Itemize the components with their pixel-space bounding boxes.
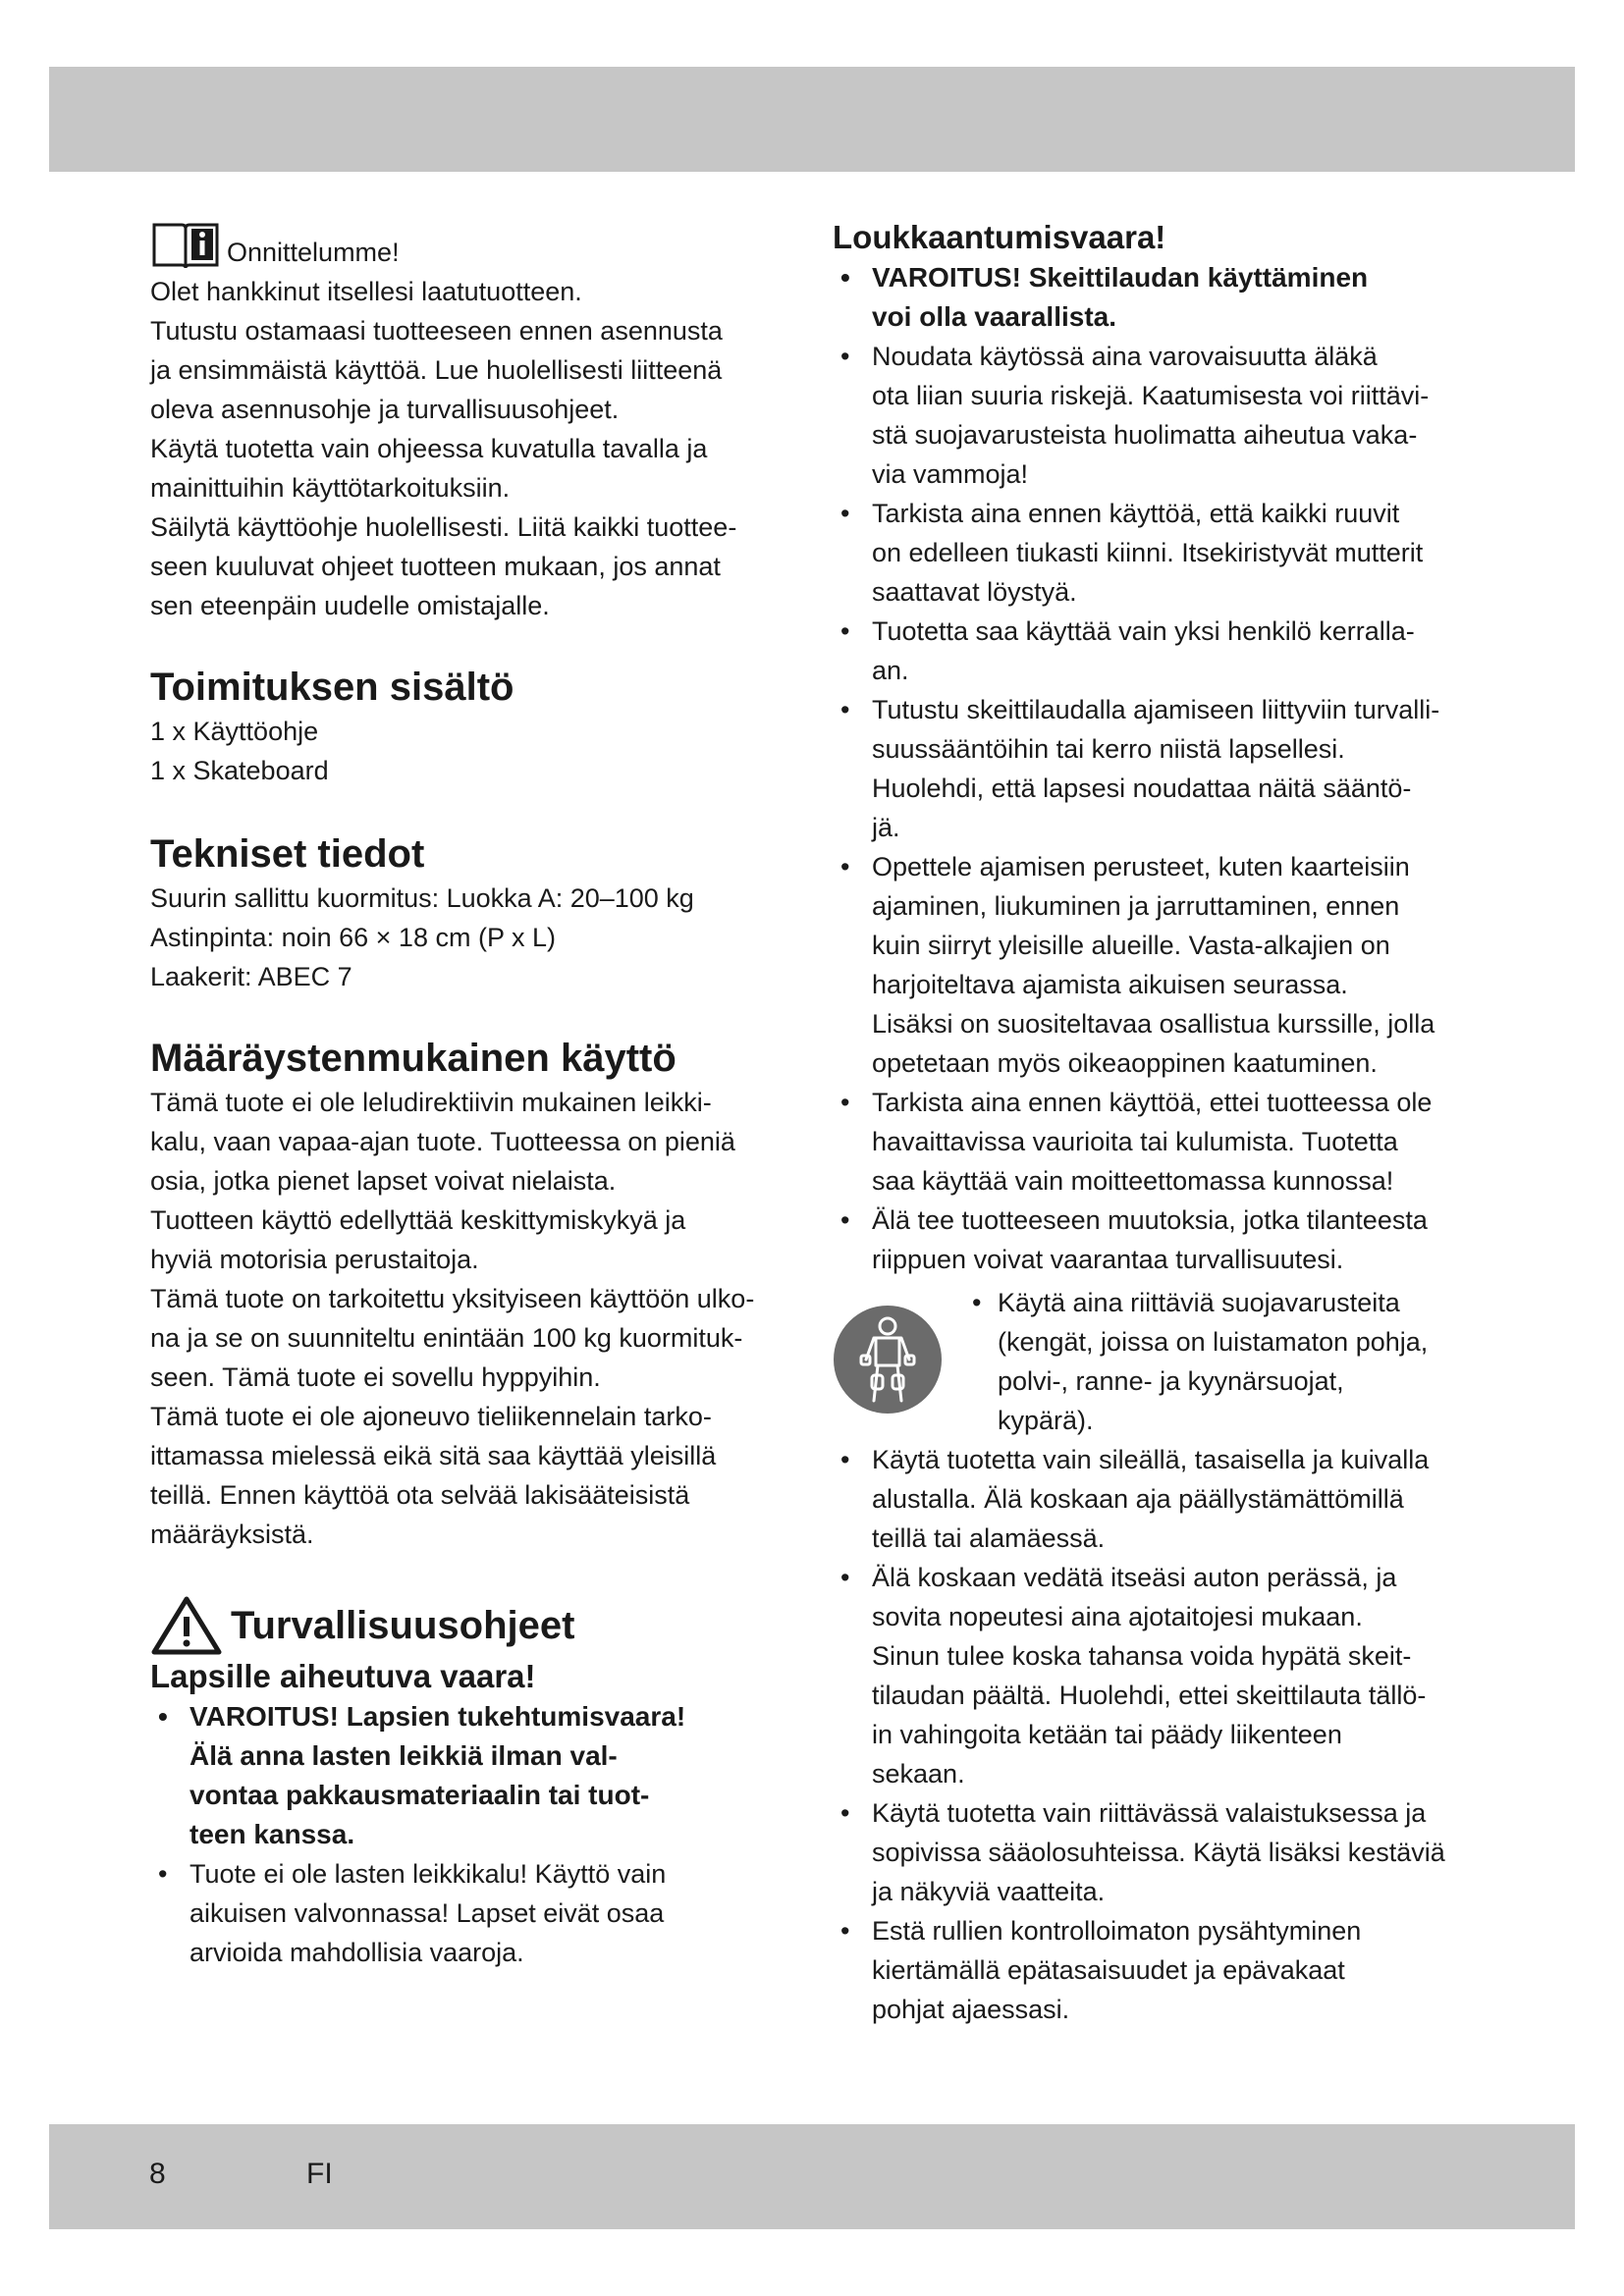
intended-use-paragraph: Tämä tuote ei ole ajoneuvo tieliikennelain tarko- ittamassa mielessä eikä sitä saa käyttää yleisillä teillä. Ennen käyttöä ota selvää lakisääteisistä määräyksistä. xyxy=(150,1402,717,1549)
list-item: • Älä tee tuotteeseen muutoksia, jotka tilanteesta riippuen voivat vaarantaa turvallisuutesi. xyxy=(833,1201,1481,1279)
safety-heading-row xyxy=(150,1595,788,1656)
contents-list: 1 x Käyttöohje 1 x Skateboard xyxy=(150,717,329,785)
left-column xyxy=(150,221,788,1972)
language-code: FI xyxy=(306,2158,333,2190)
technical-heading: Tekniset tiedot xyxy=(150,832,425,876)
injury-hazard-heading: Loukkaantumisvaara! xyxy=(833,219,1166,255)
protective-gear-list xyxy=(972,1283,1428,1440)
child-hazard-heading: Lapsille aiheutuva vaara! xyxy=(150,1658,536,1694)
list-item: • Käytä tuotetta vain riittävässä valaistuksessa ja sopivissa sääolosuhteissa. Käytä lisäksi kestäviä ja näkyviä vaatteita. xyxy=(833,1793,1481,1911)
list-item: • Käytä aina riittäviä suojavarusteita (kengät, joissa on luistamaton pohja, polvi-, ranne- ja kyynärsuojat, kypärä). xyxy=(972,1283,1428,1440)
read-manual-icon xyxy=(150,221,221,272)
intro-text: Olet hankkinut itsellesi laatutuotteen. Tutustu ostamaasi tuotteeseen ennen asennusta ja ensimmäistä käyttöä. Lue huolellisesti liitteenä oleva asennusohje ja turvallisuusohjeet. Käytä tuotetta vain ohjeessa kuvatulla tavalla ja mainittuihin käyttötarkoituksiin. Säilytä käyttöohje huolellisesti. Liitä kaikki tuottee- seen kuuluvat ohjeet tuotteen mukaan, jos annat sen eteenpäin uudelle omistajalle. xyxy=(150,277,737,620)
list-item: • Tutustu skeittilaudalla ajamiseen liittyviin turvalli- suussääntöihin tai kerro niistä lapsellesi. Huolehdi, että lapsesi noudattaa näitä sääntö- jä. xyxy=(833,690,1481,847)
intended-use-paragraph: Tämä tuote on tarkoitettu yksityiseen käyttöön ulko- na ja se on suunniteltu enintään 100 kg kuormituk- seen. Tämä tuote ei sovellu hyppyihin. xyxy=(150,1284,755,1392)
intended-use-paragraph: Tuotteen käyttö edellyttää keskittymiskykyä ja hyviä motorisia perustaitoja. xyxy=(150,1205,686,1274)
intro-greeting: Onnittelumme! xyxy=(227,238,400,267)
list-item: • Opettele ajamisen perusteet, kuten kaarteisiin ajaminen, liukuminen ja jarruttaminen, ennen kuin siirryt yleisille alueille. Vasta-alkajien on harjoiteltava ajamista aikuisen seurassa. Lisäksi on suositeltavaa osallistua kurssille, jolla opetetaan myös oikeaoppinen kaatuminen. xyxy=(833,847,1481,1083)
intended-use-paragraph: Tämä tuote ei ole leludirektiivin mukainen leikki- kalu, vaan vapaa-ajan tuote. Tuotteessa on pieniä osia, jotka pienet lapset voivat nielaista. xyxy=(150,1088,735,1196)
injury-hazard-list xyxy=(833,258,1481,1279)
list-item: • VAROITUS! Skeittilaudan käyttäminen voi olla vaarallista. xyxy=(833,258,1481,337)
child-hazard-list xyxy=(150,1697,788,1972)
page-number: 8 xyxy=(149,2158,166,2190)
list-item: • Älä koskaan vedätä itseäsi auton perässä, ja sovita nopeutesi aina ajotaitojesi mukaan. Sinun tulee koska tahansa voida hypätä skeit- tilaudan päältä. Huolehdi, ettei skeittilauta tällö- in vahingoita ketään tai päädy liikenteen sekaan. xyxy=(833,1558,1481,1793)
list-item: • Tuote ei ole lasten leikkikalu! Käyttö vain aikuisen valvonnassa! Lapset eivät osaa arvioida mahdollisia vaaroja. xyxy=(150,1854,788,1972)
protective-gear-block xyxy=(833,1283,1481,1440)
list-item: • Tuotetta saa käyttää vain yksi henkilö kerralla- an. xyxy=(833,612,1481,690)
list-item: • VAROITUS! Lapsien tukehtumisvaara! Älä anna lasten leikkiä ilman val- vontaa pakkausmateriaalin tai tuot- teen kanssa. xyxy=(150,1697,788,1854)
list-item: • Tarkista aina ennen käyttöä, että kaikki ruuvit on edelleen tiukasti kiinni. Itsekiristyvät mutterit saattavat löystyä. xyxy=(833,494,1481,612)
technical-specs: Suurin sallittu kuormitus: Luokka A: 20–100 kg Astinpinta: noin 66 × 18 cm (P x L) Laakerit: ABEC 7 xyxy=(150,883,694,991)
safety-heading: Turvallisuusohjeet xyxy=(231,1604,575,1647)
protective-gear-icon xyxy=(833,1305,943,1415)
injury-hazard-list-continued xyxy=(833,1440,1481,2029)
list-item: • Tarkista aina ennen käyttöä, ettei tuotteessa ole havaittavissa vaurioita tai kulumista. Tuotetta saa käyttää vain moitteettomassa kunnossa! xyxy=(833,1083,1481,1201)
list-item: • Estä rullien kontrolloimaton pysähtyminen kiertämällä epätasaisuudet ja epävakaat pohjat ajaessasi. xyxy=(833,1911,1481,2029)
warning-triangle-icon xyxy=(150,1595,223,1656)
footer-bar xyxy=(49,2124,1575,2229)
list-item: • Käytä tuotetta vain sileällä, tasaisella ja kuivalla alustalla. Älä koskaan aja päällystämättömillä teillä tai alamäessä. xyxy=(833,1440,1481,1558)
list-item: • Noudata käytössä aina varovaisuutta äläkä ota liian suuria riskejä. Kaatumisesta voi riittävi- stä suojavarusteista huolimatta aiheutua vaka- via vammoja! xyxy=(833,337,1481,494)
intended-use-heading: Määräystenmukainen käyttö xyxy=(150,1037,677,1080)
right-column xyxy=(833,217,1481,2029)
contents-heading: Toimituksen sisältö xyxy=(150,666,514,709)
header-bar xyxy=(49,67,1575,172)
intro-heading xyxy=(150,221,788,272)
